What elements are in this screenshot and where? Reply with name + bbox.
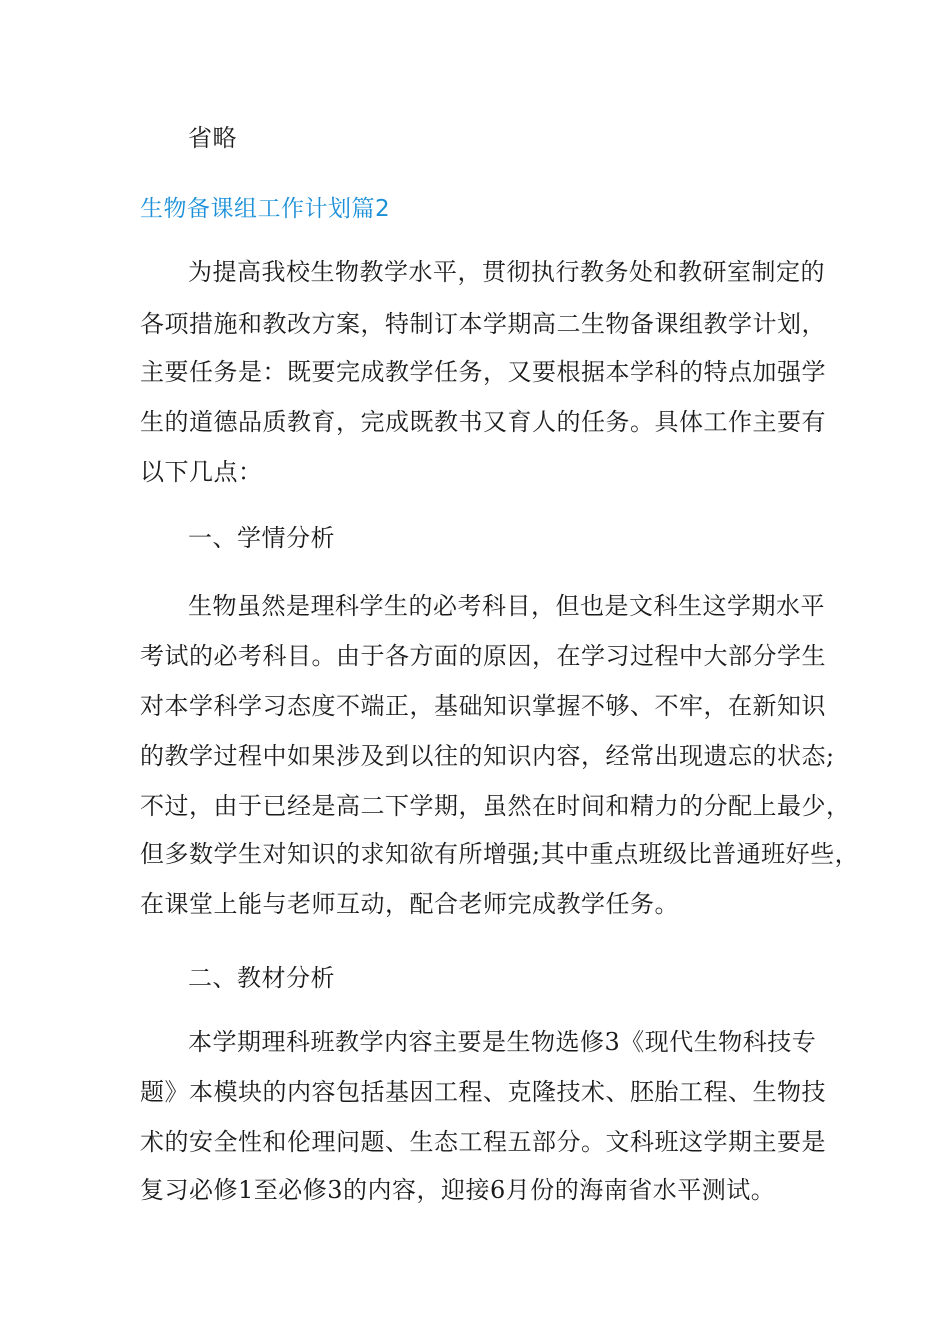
omitted-text: 省略 [188,124,237,152]
paragraph-line: 本学期理科班教学内容主要是生物选修3《现代生物科技专 [188,1028,817,1056]
intro-line: 各项措施和教改方案，特制订本学期高二生物备课组教学计划， [140,310,826,338]
paragraph-line: 对本学科学习态度不端正，基础知识掌握不够、不牢，在新知识 [140,692,826,720]
heading-learning-analysis: 一、学情分析 [188,524,335,552]
intro-line: 主要任务是：既要完成教学任务，又要根据本学科的特点加强学 [140,358,826,386]
intro-line: 以下几点： [140,458,263,486]
paragraph-line: 复习必修1至必修3的内容，迎接6月份的海南省水平测试。 [140,1176,776,1204]
paragraph-line: 在课堂上能与老师互动，配合老师完成教学任务。 [140,890,679,918]
paragraph-line: 考试的必考科目。由于各方面的原因，在学习过程中大部分学生 [140,642,826,670]
intro-line: 生的道德品质教育，完成既教书又育人的任务。具体工作主要有 [140,408,826,436]
paragraph-line: 但多数学生对知识的求知欲有所增强;其中重点班级比普通班好些， [140,840,860,868]
paragraph-line: 不过，由于已经是高二下学期，虽然在时间和精力的分配上最少， [140,792,851,820]
paragraph-line: 题》本模块的内容包括基因工程、克隆技术、胚胎工程、生物技 [140,1078,826,1106]
paragraph-line: 术的安全性和伦理问题、生态工程五部分。文科班这学期主要是 [140,1128,826,1156]
intro-line: 为提高我校生物教学水平，贯彻执行教务处和教研室制定的 [188,258,825,286]
heading-textbook-analysis: 二、教材分析 [188,964,335,992]
section-title: 生物备课组工作计划篇2 [140,196,391,222]
paragraph-line: 生物虽然是理科学生的必考科目，但也是文科生这学期水平 [188,592,825,620]
paragraph-line: 的教学过程中如果涉及到以往的知识内容，经常出现遗忘的状态; [140,742,835,770]
